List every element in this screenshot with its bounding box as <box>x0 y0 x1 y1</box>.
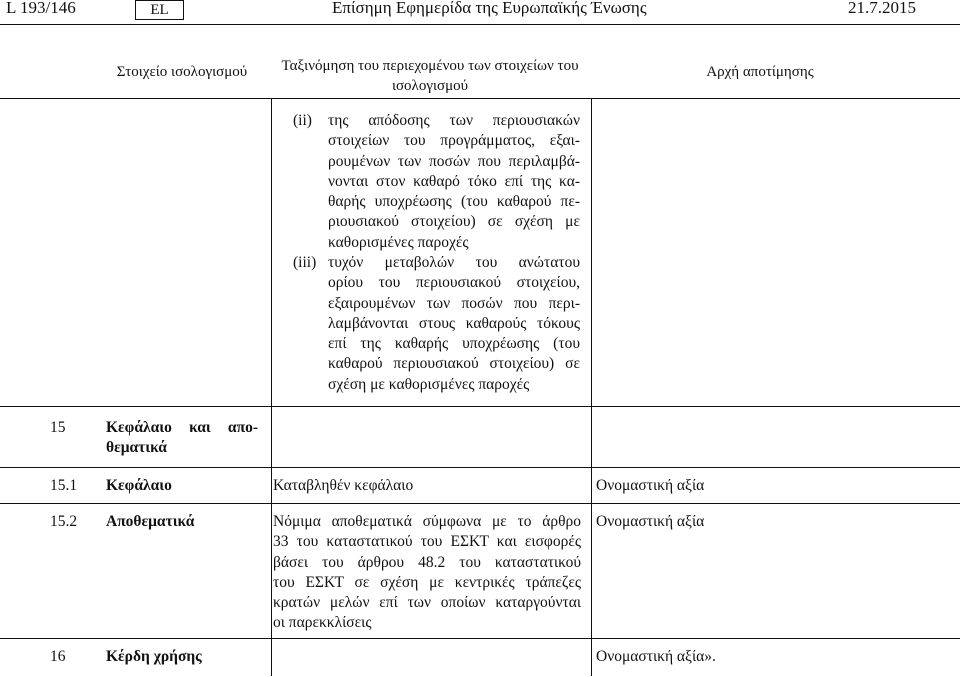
subitem-line: θαρής υποχρέωσης (του καθαρού πε- <box>328 193 580 211</box>
row-number: 15.1 <box>50 477 78 494</box>
row-item-name <box>106 418 258 459</box>
subitem-line: ριουσιακού στοιχείου) σε σχέση με <box>328 213 580 231</box>
row-item-line: Κεφάλαιο και απο- <box>106 419 258 436</box>
language-badge: EL <box>135 0 184 20</box>
publication-date: 21.7.2015 <box>848 0 916 17</box>
column-header-classification: Ταξινόμηση του περιεχομένου των στοιχείων του ισολογισμού <box>281 58 579 94</box>
subitem-line: ορίου του περιουσιακού στοιχείου, <box>328 274 580 292</box>
row-rule <box>0 503 960 504</box>
row-number: 15.2 <box>50 513 78 530</box>
row-description-line: Νόμιμα αποθεματικά σύμφωνα με το άρθρο <box>273 513 581 530</box>
journal-title: Επίσημη Εφημερίδα της Ευρωπαϊκής Ένωσης <box>332 0 647 17</box>
page-number: L 193/146 <box>6 0 76 17</box>
subitem-line: τυχόν μεταβολών του ανώτατου <box>328 254 580 271</box>
row-number: 15 <box>50 419 66 436</box>
row-number: 16 <box>50 648 66 665</box>
subitem-line: λαμβάνονται στους καθαρούς τόκους <box>328 314 580 332</box>
subitem-line: σχέση με καθορισμένες παροχές <box>328 375 530 393</box>
subitem-line: εξαιρουμένων των ποσών που περι- <box>328 294 580 312</box>
column-header-basis: Αρχή αποτίμησης <box>706 64 814 80</box>
column-separator-right <box>591 98 592 676</box>
column-separator-left <box>271 98 272 676</box>
row-item-line: θεματικά <box>106 439 167 457</box>
row-description-line: βάσει του άρθρου 48.2 του καταστατικού <box>273 553 581 571</box>
row-description-line: 33 του καταστατικού του ΕΣΚΤ και εισφορές <box>273 533 581 551</box>
row-valuation-basis: Ονομαστική αξία <box>596 477 705 494</box>
row-description-line: κρατών μελών επί των οποίων καταργούνται <box>273 594 581 612</box>
row-description <box>273 512 581 634</box>
subitem-line: στοιχείων του προγράμματος, εξαι- <box>328 132 580 150</box>
row-valuation-basis: Ονομαστική αξία <box>596 513 705 530</box>
row-item-name: Αποθεματικά <box>106 513 195 530</box>
row-description-line: του ΕΣΚΤ σε σχέση με κεντρικές τράπεζες <box>273 573 581 591</box>
subitem-line: καθορισμένες παροχές <box>328 233 469 251</box>
header-rule <box>0 24 960 25</box>
column-header-rule <box>0 98 960 99</box>
subitem-line: καθαρού περιουσιακού στοιχείου) σε <box>328 355 580 373</box>
subitem-text <box>328 253 580 395</box>
subitem-line: ρουμένων των ποσών που περιλαμβά- <box>328 152 580 170</box>
row-description-line: οι παρεκκλίσεις <box>273 614 372 632</box>
row-item-name: Κεφάλαιο <box>106 477 172 494</box>
row-rule <box>0 467 960 468</box>
row-rule <box>0 406 960 407</box>
row-item-name: Κέρδη χρήσης <box>106 648 202 665</box>
subitem-text <box>328 111 580 253</box>
row-valuation-basis: Ονομαστική αξία». <box>596 648 716 665</box>
subitem-line: της απόδοσης των περιουσιακών <box>328 112 580 129</box>
row-description: Καταβληθέν κεφάλαιο <box>273 477 414 494</box>
subitem-line: επί της καθαρής υποχρέωσης (του <box>328 335 580 353</box>
subitem-label: (ii) <box>293 112 312 129</box>
row-rule <box>0 638 960 639</box>
column-header-item: Στοιχείο ισολογισμού <box>116 64 248 80</box>
subitem-line: νονται στον καθαρό τόκο επί της κα- <box>328 172 580 190</box>
subitem-label: (iii) <box>293 254 317 271</box>
